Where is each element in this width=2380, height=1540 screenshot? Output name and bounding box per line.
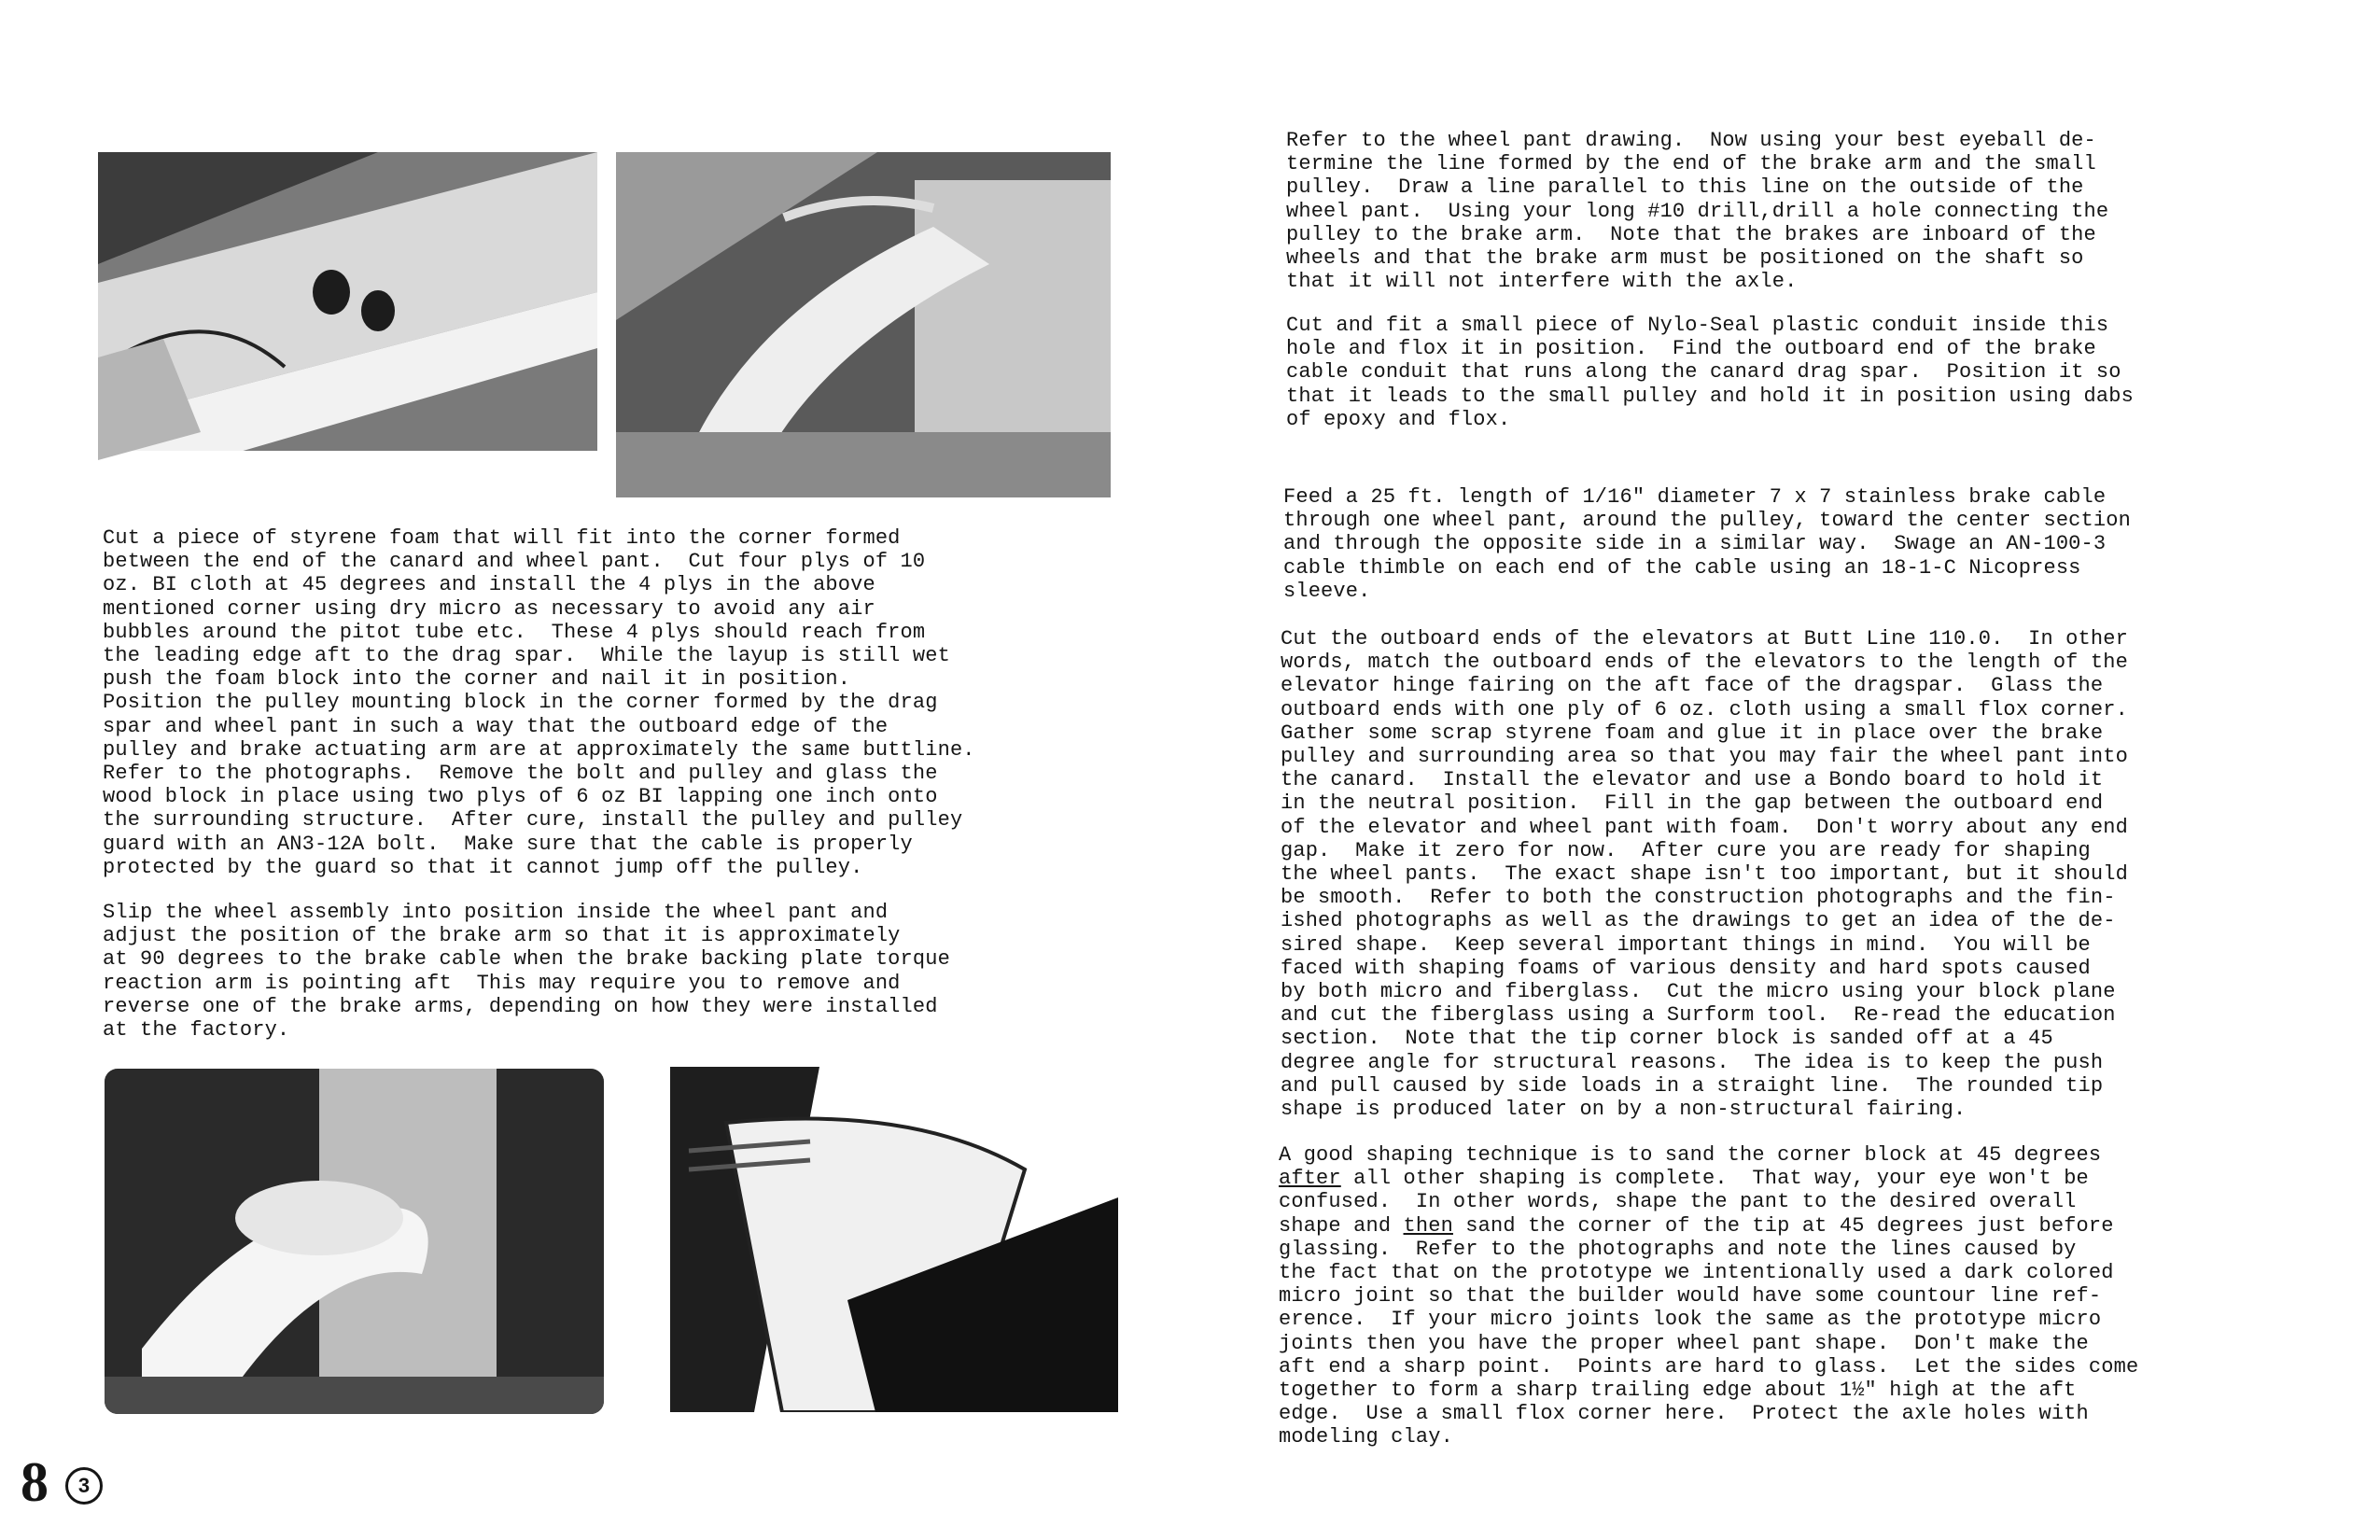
text-line: Gather some scrap styrene foam and glue it in place over the brake <box>1281 721 2104 745</box>
text-line: aft end a sharp point. Points are hard to glass. Let the sides come <box>1279 1354 2139 1379</box>
text-line: Refer to the wheel pant drawing. Now using your best eyeball de- <box>1286 129 2096 152</box>
text-line: push the foam block into the corner and nail it in position. <box>103 667 851 692</box>
text-line: Cut the outboard ends of the elevators at Butt Line 110.0. In other <box>1281 627 2128 651</box>
text-line: Cut and fit a small piece of Nylo-Seal plastic conduit inside this <box>1286 314 2109 337</box>
text-line: gap. Make it zero for now. After cure you are ready for shaping <box>1281 838 2091 862</box>
text-line: pulley to the brake arm. Note that the brakes are inboard of the <box>1286 222 2096 246</box>
right-paragraph-5 <box>1279 1143 2138 1449</box>
text-line: hole and flox it in position. Find the outboard end of the brake <box>1286 337 2096 361</box>
text-line: reverse one of the brake arms, depending on how they were installed <box>103 994 938 1018</box>
photo-bottom-right <box>670 1067 1118 1412</box>
text-line: shape and then sand the corner of the tip at 45 degrees just before <box>1279 1213 2114 1238</box>
text-line: edge. Use a small flox corner here. Protect the axle holes with <box>1279 1402 2089 1426</box>
text-line: Cut a piece of styrene foam that will fit into the corner formed <box>103 526 901 550</box>
text-line: section. Note that the tip corner block is sanded off at a 45 <box>1281 1027 2053 1051</box>
text-line: ished photographs as well as the drawings to get an idea of the de- <box>1281 909 2116 933</box>
text-line: termine the line formed by the end of the brake arm and the small <box>1286 152 2096 176</box>
text-line: pulley and brake actuating arm are at approximately the same buttline. <box>103 737 975 762</box>
text-line: confused. In other words, shape the pant to the desired overall <box>1279 1190 2077 1214</box>
text-line: of epoxy and flox. <box>1286 407 1511 431</box>
text-line: elevator hinge fairing on the aft face of the dragspar. Glass the <box>1281 674 2104 698</box>
photo-top-left <box>98 152 597 493</box>
text-line: Refer to the photographs. Remove the bolt and pulley and glass the <box>103 762 938 786</box>
text-line: spar and wheel pant in such a way that the outboard edge of the <box>103 714 889 738</box>
text-line: be smooth. Refer to both the construction photographs and the fin- <box>1281 886 2116 910</box>
text-line: through one wheel pant, around the pulley, toward the center section <box>1283 509 2131 533</box>
text-line: by both micro and fiberglass. Cut the micro using your block plane <box>1281 980 2116 1004</box>
text-line: words, match the outboard ends of the elevators to the length of the <box>1281 651 2128 675</box>
text-line: outboard ends with one ply of 6 oz. cloth using a small flox corner. <box>1281 697 2128 721</box>
text-line: and cut the fiberglass using a Surform tool. Re-read the education <box>1281 1003 2116 1028</box>
text-line: after all other shaping is complete. That way, your eye won't be <box>1279 1167 2089 1191</box>
left-paragraph-2 <box>103 901 950 1042</box>
right-paragraph-1 <box>1286 129 2108 293</box>
text-line: pulley and surrounding area so that you may fair the wheel pant into <box>1281 745 2128 769</box>
text-line: adjust the position of the brake arm so that it is approximately <box>103 924 901 948</box>
text-line: wheels and that the brake arm must be positioned on the shaft so <box>1286 246 2084 271</box>
text-line: the canard. Install the elevator and use a Bondo board to hold it <box>1281 768 2104 792</box>
text-line: of the elevator and wheel pant with foam. Don't worry about any end <box>1281 815 2128 839</box>
text-line: oz. BI cloth at 45 degrees and install the 4 plys in the above <box>103 573 875 597</box>
text-line: at 90 degrees to the brake cable when the brake backing plate torque <box>103 947 950 972</box>
text-line: degree angle for structural reasons. The idea is to keep the push <box>1281 1050 2104 1074</box>
text-line: shape is produced later on by a non-structural fairing. <box>1281 1098 1967 1122</box>
text-line: modeling clay. <box>1279 1425 1453 1449</box>
text-line: Slip the wheel assembly into position inside the wheel pant and <box>103 901 889 924</box>
text-line: and through the opposite side in a similar way. Swage an AN-100-3 <box>1283 532 2107 556</box>
text-line: reaction arm is pointing aft This may require you to remove and <box>103 971 901 995</box>
photo-top-right <box>616 152 1111 497</box>
text-line: glassing. Refer to the photographs and note the lines caused by <box>1279 1237 2077 1261</box>
text-line: joints then you have the proper wheel pant shape. Don't make the <box>1279 1331 2089 1355</box>
photo-bottom-left <box>105 1069 604 1414</box>
text-line: cable thimble on each end of the cable using an 18-1-C Nicopress <box>1283 555 2081 580</box>
text-line: mentioned corner using dry micro as necessary to avoid any air <box>103 596 875 621</box>
text-line: faced with shaping foams of various density and hard spots caused <box>1281 956 2091 980</box>
page-number: 8 <box>21 1451 49 1513</box>
left-paragraph-1 <box>103 526 975 879</box>
text-line: A good shaping technique is to sand the corner block at 45 degrees <box>1279 1143 2102 1167</box>
text-line: Position the pulley mounting block in the corner formed by the drag <box>103 691 938 715</box>
text-line: between the end of the canard and wheel pant. Cut four plys of 10 <box>103 550 926 574</box>
text-line: sired shape. Keep several important things in mind. You will be <box>1281 932 2091 957</box>
text-line: pulley. Draw a line parallel to this line on the outside of the <box>1286 175 2084 200</box>
text-line: cable conduit that runs along the canard drag spar. Position it so <box>1286 360 2121 385</box>
text-line: the leading edge aft to the drag spar. While the layup is still wet <box>103 644 950 668</box>
text-line: the fact that on the prototype we intentionally used a dark colored <box>1279 1261 2114 1285</box>
text-line: protected by the guard so that it cannot jump off the pulley. <box>103 855 863 879</box>
right-paragraph-2 <box>1286 314 2134 431</box>
text-line: bubbles around the pitot tube etc. These 4 plys should reach from <box>103 620 926 644</box>
text-line: at the factory. <box>103 1018 290 1043</box>
text-line: that it will not interfere with the axle. <box>1286 270 1798 294</box>
chapter-number-circle: 3 <box>65 1467 103 1505</box>
right-paragraph-4 <box>1281 627 2128 1121</box>
text-line: in the neutral position. Fill in the gap between the outboard end <box>1281 791 2104 816</box>
text-line: wood block in place using two plys of 6 oz BI lapping one inch onto <box>103 785 938 809</box>
text-line: micro joint so that the builder would have some countour line ref- <box>1279 1284 2102 1309</box>
text-line: and pull caused by side loads in a straight line. The rounded tip <box>1281 1073 2104 1098</box>
text-line: wheel pant. Using your long #10 drill,drill a hole connecting the <box>1286 199 2109 223</box>
text-line: the surrounding structure. After cure, install the pulley and pulley <box>103 808 963 833</box>
text-line: erence. If your micro joints look the same as the prototype micro <box>1279 1308 2102 1332</box>
text-line: together to form a sharp trailing edge about 1½" high at the aft <box>1279 1379 2077 1403</box>
right-paragraph-3 <box>1283 485 2131 603</box>
text-line: guard with an AN3-12A bolt. Make sure that the cable is properly <box>103 832 913 856</box>
text-line: Feed a 25 ft. length of 1/16" diameter 7 x 7 stainless brake cable <box>1283 485 2107 509</box>
text-line: that it leads to the small pulley and hold it in position using dabs <box>1286 384 2134 408</box>
text-line: sleeve. <box>1283 579 1371 603</box>
text-line: the wheel pants. The exact shape isn't too important, but it should <box>1281 862 2128 887</box>
